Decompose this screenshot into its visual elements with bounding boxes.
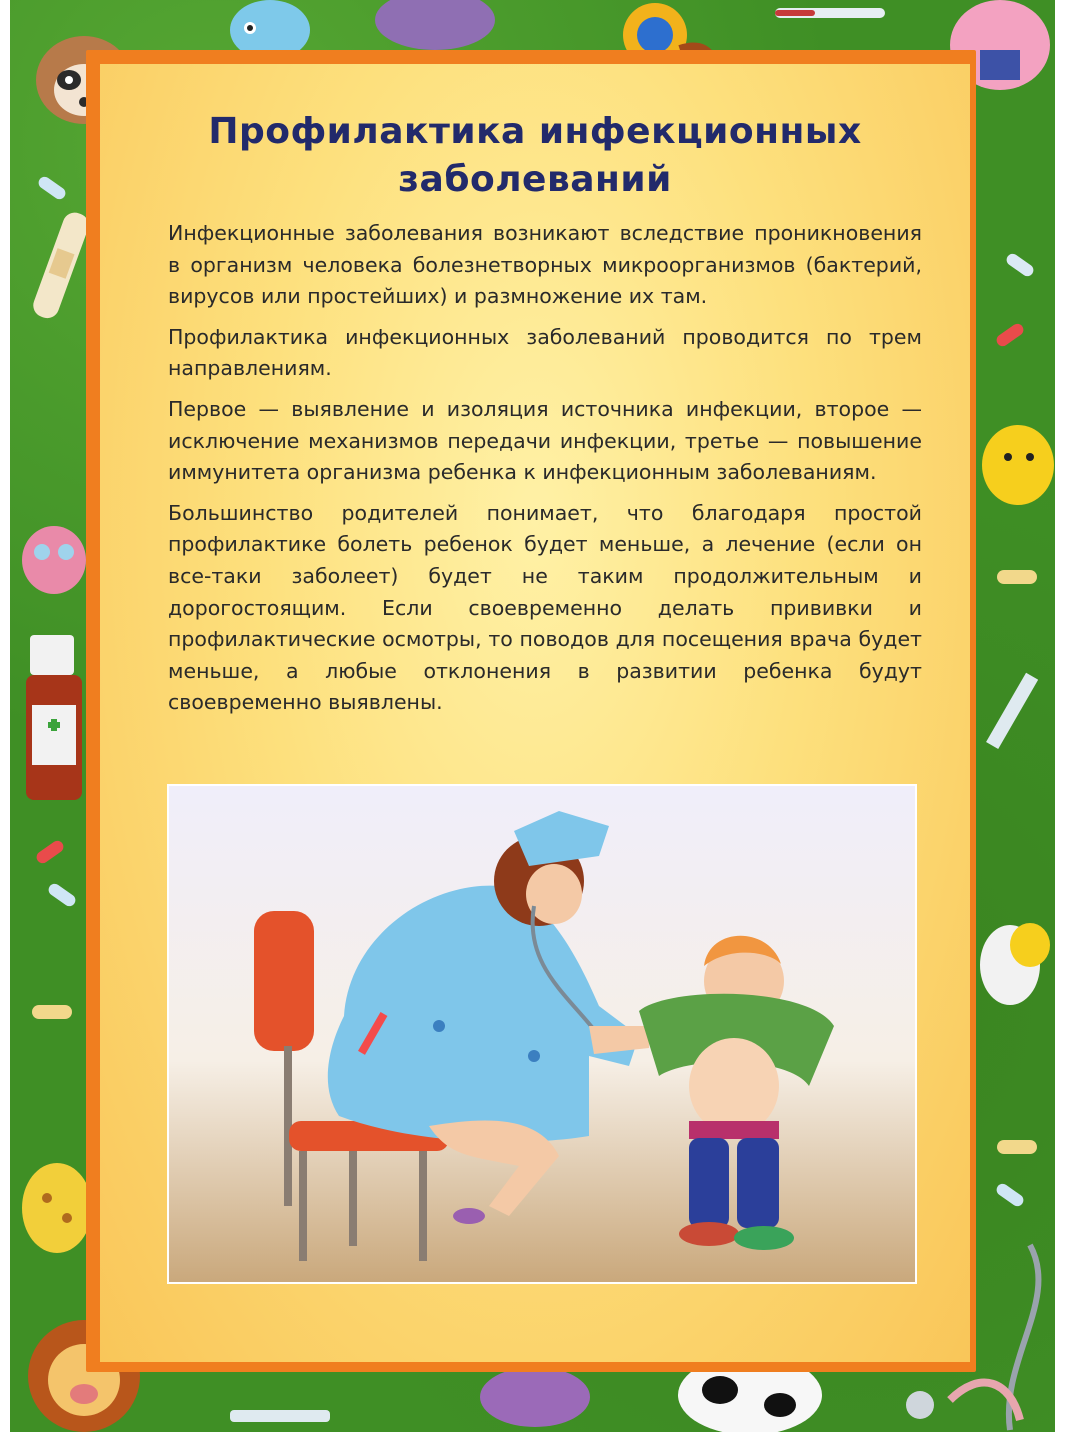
paragraph: Инфекционные заболевания возникают вследствие проникновения в организм человека болезнетворных микроорганизмов (бактерий, вирусов или простейших) и размножение их там. <box>168 221 922 309</box>
paragraph: Первое — выявление и изоляция источника инфекции, второе — исключение механизмов передачи инфекции, третье — повышение иммунитета организма ребенка к инфекционным заболеваниям. <box>168 396 922 485</box>
fox-sticker <box>978 395 1058 515</box>
pill-icon <box>990 1175 1030 1215</box>
bandage-sticker <box>30 210 90 320</box>
thermometer-sticker <box>770 0 890 30</box>
paragraph: Большинство родителей понимает, что благодаря простой профилактике болеть ребенок будет меньше, а лечение (если он все-таки заболеет) будет не таким продолжительным и дорогостоящим. Если своевременно делать прививки и профилактические осмотры, то поводов для посещения врача будет меньше, а любые отклонения в развитии ребенка будут своевременно выявлены. <box>168 500 922 715</box>
syringe-sticker <box>978 660 1038 780</box>
page-title: Профилактика инфекционных заболеваний <box>208 111 862 200</box>
pill-icon <box>1000 245 1040 285</box>
nurse-and-child-illustration <box>167 784 917 1284</box>
pill-icon <box>42 875 82 915</box>
pill-icon <box>30 832 70 872</box>
article-body <box>168 218 922 728</box>
syringe-sticker <box>225 1400 335 1432</box>
pill-icon <box>30 1000 75 1025</box>
pill-icon <box>32 168 72 208</box>
bird-sticker <box>970 905 1055 1025</box>
pig-sticker <box>18 518 90 598</box>
pill-icon <box>995 1135 1040 1160</box>
pill-icon <box>990 315 1030 355</box>
medicine-bottle-sticker <box>22 635 90 805</box>
hippo-sticker <box>370 0 500 55</box>
pill-icon <box>995 565 1040 590</box>
paragraph: Профилактика инфекционных заболеваний проводится по трем направлениям. <box>168 324 922 381</box>
